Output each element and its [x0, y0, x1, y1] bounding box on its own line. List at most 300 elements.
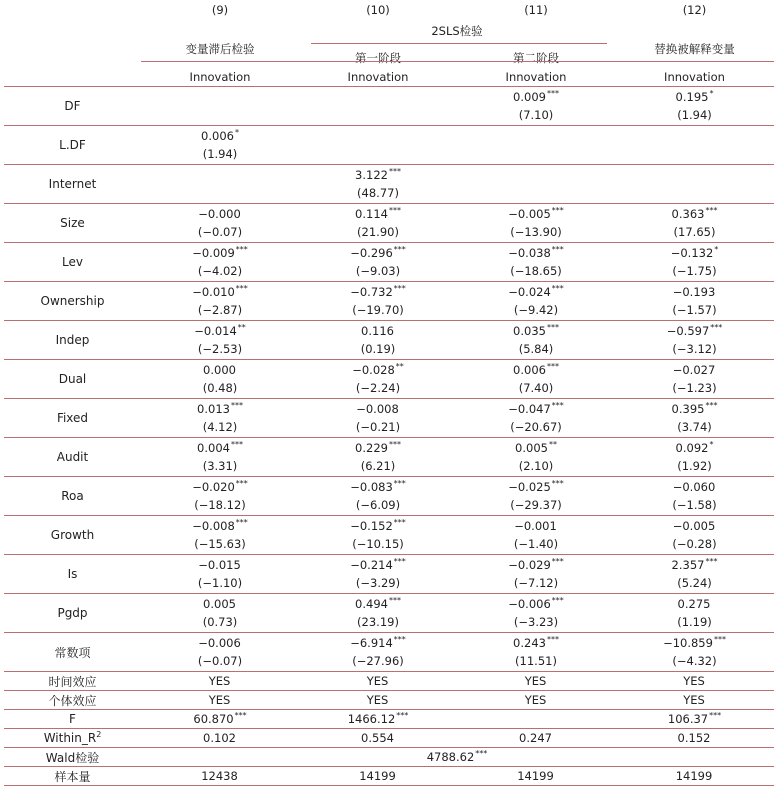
statistic-cell	[457, 691, 615, 710]
t-statistic: (17.65)	[673, 225, 716, 239]
coefficient	[615, 693, 774, 707]
estimate-cell	[457, 594, 615, 633]
empty-cell	[615, 748, 774, 767]
variable-row	[4, 87, 774, 126]
t-statistic: (23.19)	[357, 615, 399, 629]
coefficient	[615, 769, 774, 783]
estimate-block	[457, 205, 615, 241]
statistic-label-text: F	[69, 712, 76, 726]
statistic-cell	[615, 691, 774, 710]
statistic-cell	[299, 729, 457, 748]
coefficient	[299, 283, 457, 301]
dependent-variable: Innovation	[505, 69, 567, 84]
coefficient-value: 0.000	[203, 363, 236, 377]
regression-table-container	[4, 0, 774, 786]
estimate-cell	[141, 321, 299, 360]
t-statistic: (−13.90)	[510, 225, 562, 239]
estimate-block	[141, 322, 299, 358]
estimate-block	[299, 283, 457, 319]
variable-row	[4, 282, 774, 321]
t-statistic: (−3.23)	[513, 615, 559, 629]
statistic-row	[4, 691, 774, 710]
variable-label: Fixed	[4, 399, 141, 438]
coefficient	[615, 478, 774, 496]
estimate-block	[299, 478, 457, 514]
variable-row	[4, 633, 774, 672]
title-cell-tsls	[299, 19, 615, 67]
coefficient-value: −0.008	[192, 519, 235, 533]
t-statistic: (0.48)	[202, 381, 238, 395]
column-number-row	[4, 0, 774, 19]
coefficient-value: −0.027	[672, 363, 716, 377]
significance-stars: ***	[546, 89, 559, 99]
estimate-block	[141, 595, 299, 631]
coefficient	[457, 634, 615, 652]
statistic-cell	[457, 729, 615, 748]
coefficient	[457, 322, 615, 340]
coefficient	[141, 693, 299, 707]
coefficient-value: 60.870	[193, 712, 234, 726]
coefficient	[299, 712, 457, 726]
estimate-cell	[299, 594, 457, 633]
estimate-block	[615, 517, 774, 553]
t-statistic: (−18.12)	[194, 498, 246, 512]
coefficient	[457, 400, 615, 418]
coefficient-value: 0.035	[513, 324, 546, 338]
estimate-block	[141, 400, 299, 436]
estimate-block	[299, 361, 457, 397]
estimate-cell	[299, 126, 457, 165]
coefficient	[141, 595, 299, 613]
variable-label: Dual	[4, 360, 141, 399]
significance-stars: ***	[393, 635, 406, 645]
statistic-cell	[457, 710, 615, 729]
estimate-block	[299, 556, 457, 592]
coefficient	[299, 517, 457, 535]
estimate-cell	[299, 477, 457, 516]
coefficient	[299, 634, 457, 652]
coefficient-value: −0.132	[670, 246, 714, 260]
coefficient-value: −0.152	[350, 519, 393, 533]
estimate-block	[457, 439, 615, 475]
coefficient	[299, 478, 457, 496]
coefficient	[615, 205, 774, 223]
estimate-block	[615, 244, 774, 280]
statistic-cell	[141, 691, 299, 710]
t-statistic: (3.74)	[677, 420, 712, 434]
variable-label: 常数项	[4, 633, 141, 672]
estimate-block	[457, 361, 615, 397]
estimate-cell	[141, 594, 299, 633]
estimate-block	[299, 517, 457, 553]
coefficient	[457, 361, 615, 379]
significance-stars: ***	[396, 711, 409, 721]
coefficient-value: −0.024	[508, 285, 551, 299]
estimate-cell	[299, 243, 457, 282]
significance-stars: ***	[388, 206, 401, 216]
significance-stars: ***	[709, 711, 722, 721]
t-statistic: (−2.53)	[197, 342, 243, 356]
statistic-label-text: 时间效应	[48, 674, 97, 689]
statistic-row	[4, 710, 774, 729]
coefficient-value: −0.296	[350, 246, 393, 260]
coefficient-value: −0.010	[192, 285, 235, 299]
t-statistic: (−0.21)	[355, 420, 401, 434]
variable-row	[4, 243, 774, 282]
coefficient	[141, 517, 299, 535]
coefficient-value: YES	[208, 693, 231, 707]
significance-stars: ***	[235, 479, 248, 489]
variable-row	[4, 555, 774, 594]
estimate-cell	[141, 243, 299, 282]
t-statistic: (−1.58)	[672, 498, 717, 512]
t-statistic: (−1.75)	[672, 264, 717, 278]
t-statistic: (−3.29)	[355, 576, 401, 590]
estimate-cell	[615, 165, 774, 204]
coefficient-value: −0.014	[194, 324, 237, 338]
coefficient	[457, 556, 615, 574]
coefficient-value: 0.005	[515, 441, 548, 455]
statistic-label-text: Within_R	[43, 731, 97, 745]
estimate-cell	[299, 321, 457, 360]
estimate-cell	[615, 438, 774, 477]
coefficient-value: −0.005	[508, 207, 551, 221]
estimate-block	[457, 400, 615, 436]
coefficient-value: YES	[208, 674, 231, 688]
variable-row	[4, 516, 774, 555]
significance-stars: **	[237, 323, 246, 333]
wald-cell	[299, 748, 615, 767]
estimate-block	[299, 166, 457, 202]
coefficient-value: 3.122	[355, 168, 388, 182]
estimate-cell	[141, 87, 299, 126]
t-statistic: (0.19)	[360, 342, 396, 356]
estimate-cell	[141, 399, 299, 438]
coefficient-value: 14199	[359, 769, 396, 783]
variable-row	[4, 438, 774, 477]
t-statistic: (−1.40)	[513, 537, 559, 551]
coefficient-value: −10.859	[663, 636, 713, 650]
estimate-block	[299, 244, 457, 280]
coefficient	[457, 517, 615, 535]
significance-stars: ***	[388, 440, 401, 450]
significance-stars: **	[548, 440, 557, 450]
tsls-rule	[311, 43, 607, 44]
estimate-cell	[299, 438, 457, 477]
coefficient	[457, 731, 615, 745]
estimate-cell	[615, 399, 774, 438]
statistic-label	[4, 691, 141, 710]
group-title-col12: 替换被解释变量	[654, 42, 735, 56]
group-title-tsls: 2SLS检验	[431, 24, 483, 38]
coefficient	[457, 674, 615, 688]
column-number: (11)	[524, 2, 548, 17]
t-statistic: (−7.12)	[513, 576, 559, 590]
significance-stars: ***	[551, 284, 564, 294]
estimate-block	[141, 634, 299, 670]
estimate-cell	[299, 87, 457, 126]
estimate-block	[615, 634, 774, 670]
significance-stars: ***	[475, 749, 488, 759]
t-statistic: (−27.96)	[352, 654, 404, 668]
coefficient-value: −6.914	[350, 636, 393, 650]
coefficient	[457, 439, 615, 457]
t-statistic: (1.94)	[202, 147, 238, 161]
stage-label-second: 第二阶段	[513, 51, 559, 65]
coefficient-value: 106.37	[667, 712, 709, 726]
coefficient-value: 0.116	[361, 324, 394, 338]
title-rule	[615, 61, 774, 62]
estimate-cell	[457, 204, 615, 243]
t-statistic: (6.21)	[360, 459, 396, 473]
t-statistic: (−4.32)	[672, 654, 717, 668]
variable-label: Size	[4, 204, 141, 243]
t-statistic: (3.31)	[202, 459, 238, 473]
statistic-label-superscript: 2	[96, 730, 102, 739]
coefficient	[141, 712, 299, 726]
coefficient-value: −0.047	[508, 402, 551, 416]
coefficient-value: 2.357	[671, 558, 705, 572]
estimate-block	[615, 400, 774, 436]
t-statistic: (48.77)	[357, 186, 399, 200]
variable-label: Growth	[4, 516, 141, 555]
coefficient-value: YES	[683, 693, 705, 707]
estimate-block	[141, 244, 299, 280]
coefficient	[141, 634, 299, 652]
coefficient-value: −0.008	[356, 402, 399, 416]
t-statistic: (−1.23)	[672, 381, 717, 395]
variable-label: Roa	[4, 477, 141, 516]
title-rule	[141, 61, 299, 62]
coefficient	[615, 322, 774, 340]
coefficient-value: −0.214	[350, 558, 393, 572]
variable-label: Pgdp	[4, 594, 141, 633]
estimate-block	[615, 322, 774, 358]
significance-stars: ***	[546, 635, 559, 645]
statistic-label	[4, 748, 141, 767]
t-statistic: (−20.67)	[510, 420, 562, 434]
estimate-cell	[299, 633, 457, 672]
t-statistic: (1.92)	[677, 459, 712, 473]
statistic-cell	[141, 729, 299, 748]
stage-label-first: 第一阶段	[355, 51, 401, 65]
coefficient	[457, 88, 615, 106]
coefficient-value: 0.243	[513, 636, 546, 650]
t-statistic: (−10.15)	[352, 537, 404, 551]
coefficient-value: −0.009	[192, 246, 235, 260]
statistic-cell	[457, 672, 615, 691]
t-statistic: (−29.37)	[510, 498, 562, 512]
column-number: (9)	[211, 2, 229, 17]
estimate-cell	[299, 204, 457, 243]
estimate-block	[615, 439, 774, 475]
estimate-block	[299, 205, 457, 241]
dependent-variable: Innovation	[664, 69, 725, 84]
t-statistic: (−9.42)	[513, 303, 559, 317]
coefficient	[615, 88, 774, 106]
variable-label: DF	[4, 87, 141, 126]
estimate-block	[615, 283, 774, 319]
estimate-cell	[299, 555, 457, 594]
coefficient	[299, 205, 457, 223]
coefficient	[615, 634, 774, 652]
coefficient-value: 0.195	[675, 90, 709, 104]
coefficient	[299, 595, 457, 613]
coefficient-value: −0.006	[198, 636, 241, 650]
estimate-block	[457, 283, 615, 319]
estimate-cell	[615, 477, 774, 516]
t-statistic: (5.84)	[518, 342, 554, 356]
t-statistic: (5.24)	[677, 576, 712, 590]
coefficient	[615, 439, 774, 457]
corner-cell	[4, 19, 141, 67]
significance-stars: ***	[230, 401, 243, 411]
estimate-cell	[299, 516, 457, 555]
statistic-cell	[615, 710, 774, 729]
statistic-row	[4, 748, 774, 767]
coefficient-value: 0.494	[355, 597, 388, 611]
coefficient-value: 0.006	[201, 129, 234, 143]
estimate-cell	[615, 555, 774, 594]
column-number: (10)	[366, 2, 390, 17]
significance-stars: ***	[393, 245, 406, 255]
significance-stars: ***	[705, 557, 718, 567]
coefficient-value: 0.229	[355, 441, 388, 455]
coefficient	[299, 556, 457, 574]
t-statistic: (2.10)	[518, 459, 554, 473]
statistic-cell	[457, 767, 615, 786]
coefficient-value: 0.092	[675, 441, 709, 455]
coefficient	[141, 322, 299, 340]
coefficient	[299, 439, 457, 457]
estimate-cell	[299, 165, 457, 204]
significance-stars: ***	[388, 167, 401, 177]
coefficient-value: 0.013	[197, 402, 230, 416]
empty-cell	[141, 748, 299, 767]
significance-stars: *	[709, 440, 714, 450]
t-statistic: (11.51)	[515, 654, 557, 668]
statistic-cell	[141, 767, 299, 786]
estimate-cell	[615, 594, 774, 633]
coefficient-value: YES	[524, 674, 547, 688]
estimate-cell	[457, 477, 615, 516]
statistic-cell	[299, 767, 457, 786]
coefficient	[141, 674, 299, 688]
coefficient-value: −0.001	[514, 519, 557, 533]
statistic-label-text: Wald检验	[45, 750, 100, 765]
estimate-block	[615, 478, 774, 514]
t-statistic: (−1.57)	[672, 303, 717, 317]
coefficient-value: −0.193	[672, 285, 716, 299]
coefficient	[615, 595, 774, 613]
coefficient-value: 0.247	[519, 731, 552, 745]
estimate-block	[457, 595, 615, 631]
estimate-block	[457, 322, 615, 358]
coefficient-value: 0.004	[197, 441, 230, 455]
estimate-cell	[141, 438, 299, 477]
estimate-cell	[615, 204, 774, 243]
group-title-row	[4, 19, 774, 67]
coefficient-value: YES	[524, 693, 547, 707]
statistic-label	[4, 710, 141, 729]
estimate-block	[141, 127, 299, 163]
coefficient-value: 0.005	[203, 597, 236, 611]
statistic-cell	[299, 672, 457, 691]
coefficient-value: 1466.12	[347, 712, 396, 726]
coefficient	[615, 674, 774, 688]
estimate-cell	[615, 360, 774, 399]
coefficient	[457, 283, 615, 301]
significance-stars: ***	[230, 440, 243, 450]
coefficient	[141, 731, 299, 745]
significance-stars: ***	[713, 635, 726, 645]
coefficient-value: −0.000	[198, 207, 241, 221]
estimate-block	[457, 88, 615, 124]
coefficient-value: 0.395	[671, 402, 705, 416]
statistic-label	[4, 672, 141, 691]
coefficient-value: 0.009	[513, 90, 546, 104]
significance-stars: ***	[235, 284, 248, 294]
estimate-block	[615, 556, 774, 592]
t-statistic: (−15.63)	[194, 537, 246, 551]
coefficient-value: 0.363	[671, 207, 705, 221]
significance-stars: ***	[235, 245, 248, 255]
coefficient-value: −0.006	[508, 597, 551, 611]
coefficient	[299, 244, 457, 262]
title-rule	[299, 61, 615, 62]
t-statistic: (−3.12)	[672, 342, 717, 356]
t-statistic: (−1.10)	[197, 576, 243, 590]
estimate-cell	[141, 360, 299, 399]
coefficient-value: −0.597	[666, 324, 710, 338]
coefficient	[299, 166, 457, 184]
estimate-cell	[457, 516, 615, 555]
group-title-col9: 变量滞后检验	[185, 42, 255, 56]
significance-stars: ***	[705, 206, 718, 216]
statistic-cell	[615, 767, 774, 786]
coefficient	[299, 731, 457, 745]
column-number: (12)	[682, 2, 707, 17]
coefficient-value: 12438	[201, 769, 238, 783]
estimate-block	[141, 283, 299, 319]
significance-stars: ***	[710, 323, 723, 333]
coefficient	[299, 750, 615, 764]
significance-stars: *	[234, 128, 239, 138]
coefficient	[141, 127, 299, 145]
coefficient-value: −0.025	[508, 480, 551, 494]
estimate-cell	[141, 126, 299, 165]
significance-stars: ***	[393, 518, 406, 528]
significance-stars: ***	[393, 284, 406, 294]
t-statistic: (−9.03)	[355, 264, 401, 278]
estimate-cell	[457, 360, 615, 399]
coefficient	[141, 769, 299, 783]
significance-stars: ***	[551, 401, 564, 411]
coefficient-value: 0.102	[203, 731, 236, 745]
corner-cell	[4, 0, 141, 19]
estimate-cell	[141, 204, 299, 243]
coefficient-value: YES	[683, 674, 705, 688]
estimate-cell	[457, 87, 615, 126]
coefficient-value: 0.554	[361, 731, 394, 745]
estimate-block	[615, 88, 774, 124]
statistic-cell	[615, 729, 774, 748]
estimate-block	[141, 517, 299, 553]
coefficient-value: 0.006	[513, 363, 546, 377]
coefficient-value: −0.060	[672, 480, 716, 494]
estimate-block	[615, 361, 774, 397]
t-statistic: (−2.24)	[355, 381, 401, 395]
